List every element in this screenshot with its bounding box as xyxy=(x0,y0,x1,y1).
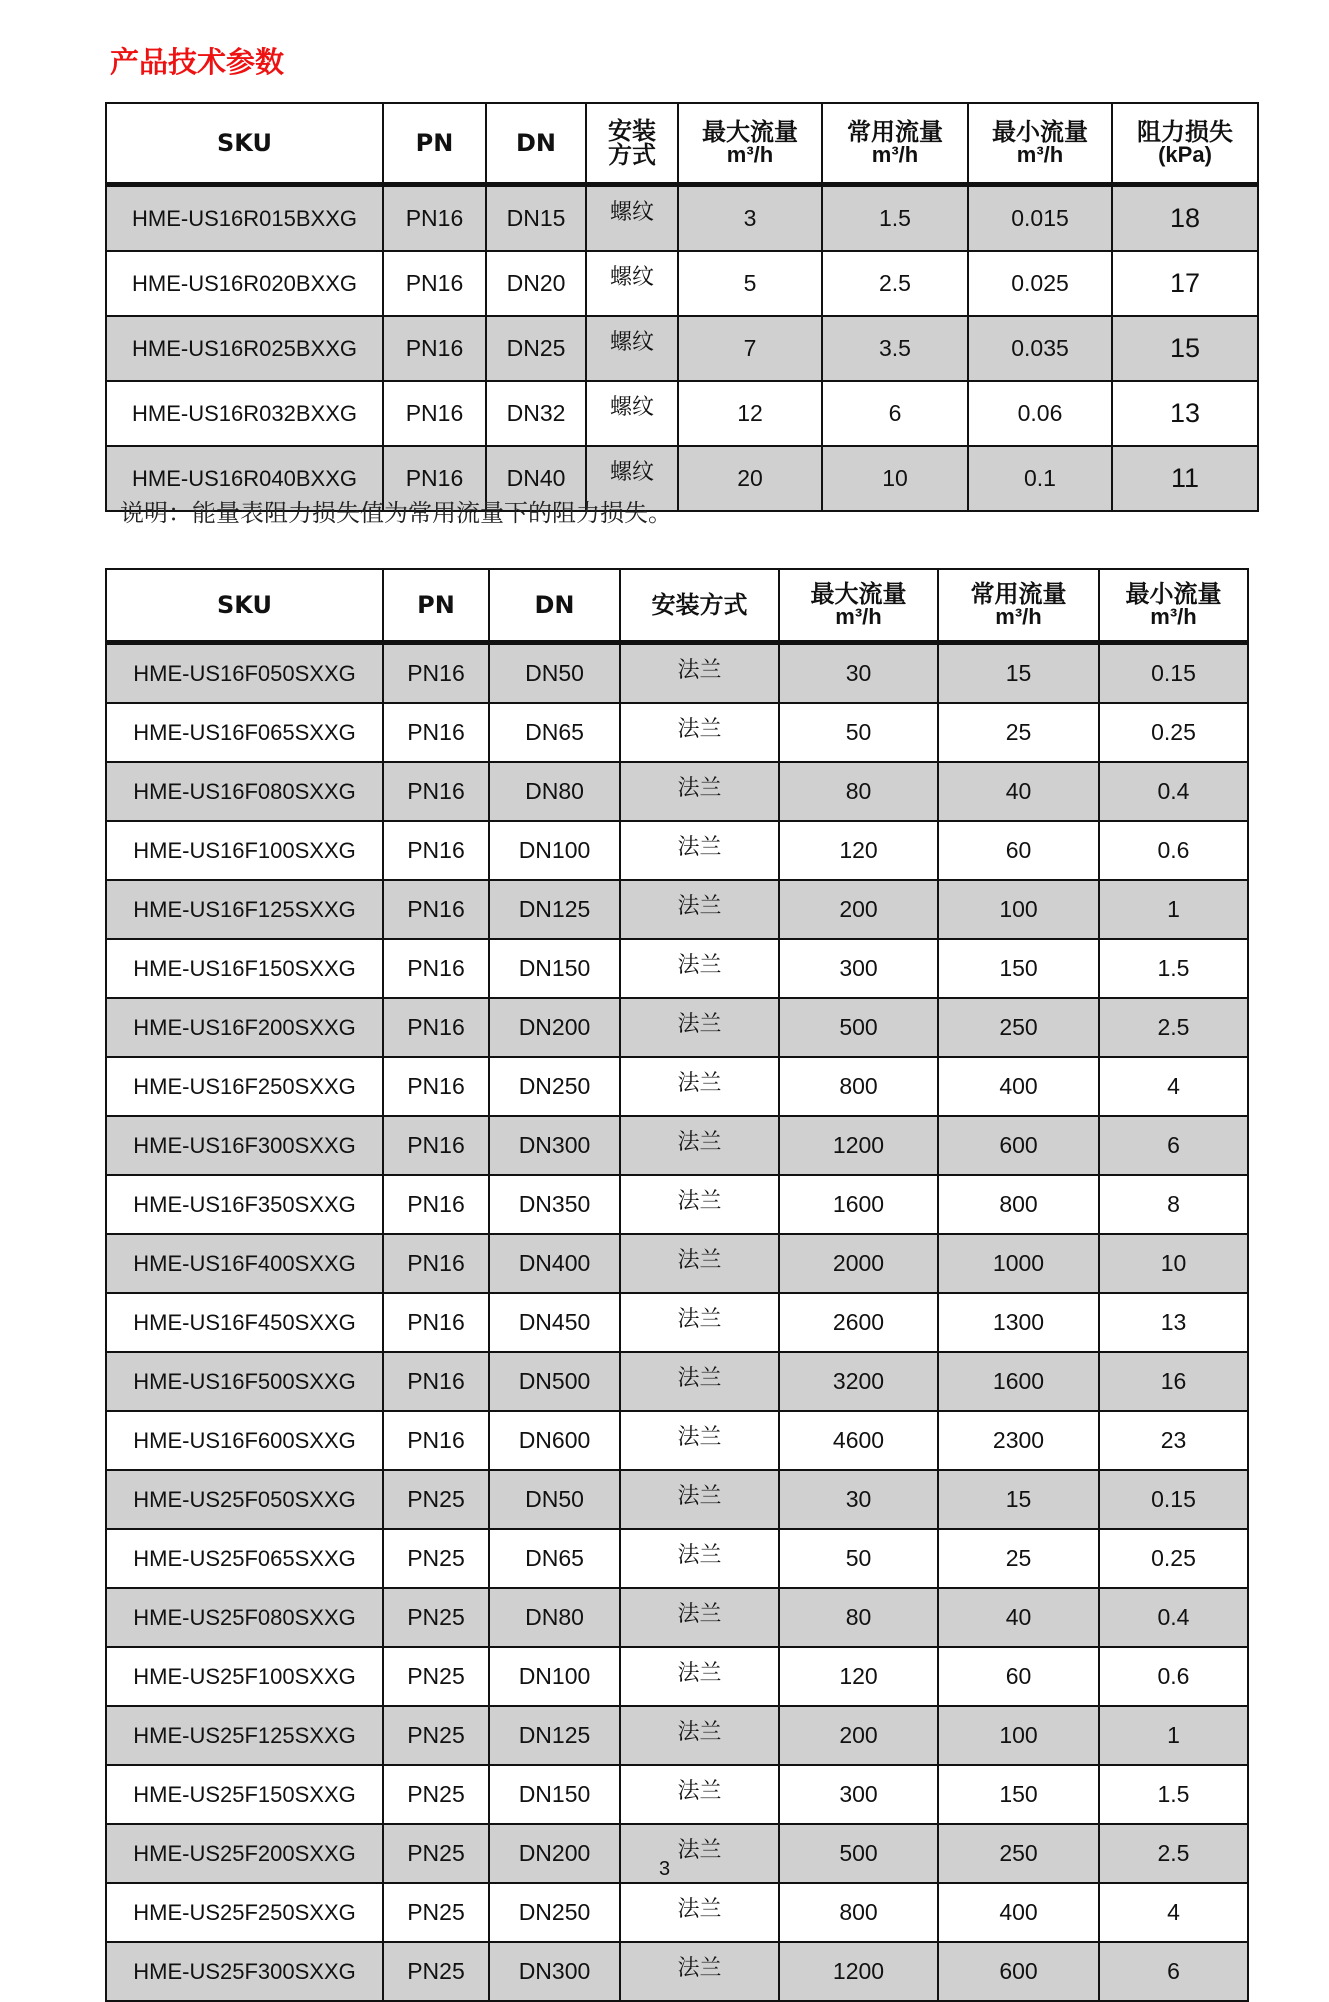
cell-common: 1300 xyxy=(938,1293,1099,1352)
header-min-flow-unit: m³/h xyxy=(1150,604,1197,629)
cell-min: 2.5 xyxy=(1099,1824,1248,1883)
cell-max: 800 xyxy=(779,1883,938,1942)
flanged-spec-table xyxy=(105,568,1249,2002)
cell-sku: HME-US16F600SXXG xyxy=(106,1411,383,1470)
cell-pn: PN25 xyxy=(383,1824,489,1883)
cell-max: 30 xyxy=(779,1470,938,1529)
cell-install: 法兰 xyxy=(620,762,779,821)
cell-sku: HME-US25F250SXXG xyxy=(106,1883,383,1942)
table-row xyxy=(106,316,1258,381)
cell-dn: DN150 xyxy=(489,939,620,998)
cell-pn: PN16 xyxy=(383,703,489,762)
cell-pn: PN16 xyxy=(383,1293,489,1352)
header-common-flow xyxy=(938,569,1099,643)
table-row xyxy=(106,1765,1248,1824)
cell-pn: PN16 xyxy=(383,1352,489,1411)
cell-min: 6 xyxy=(1099,1116,1248,1175)
cell-common: 150 xyxy=(938,939,1099,998)
cell-dn: DN600 xyxy=(489,1411,620,1470)
cell-min: 8 xyxy=(1099,1175,1248,1234)
cell-dn: DN250 xyxy=(489,1057,620,1116)
cell-pn: PN16 xyxy=(383,939,489,998)
cell-install: 法兰 xyxy=(620,1706,779,1765)
cell-max: 1600 xyxy=(779,1175,938,1234)
cell-sku: HME-US16F065SXXG xyxy=(106,703,383,762)
header-min-flow-label: 最小流量 xyxy=(1125,580,1222,608)
table-row xyxy=(106,381,1258,446)
cell-pn: PN16 xyxy=(383,1116,489,1175)
table-header-row xyxy=(106,569,1248,643)
cell-min: 16 xyxy=(1099,1352,1248,1411)
cell-install: 法兰 xyxy=(620,998,779,1057)
cell-dn: DN65 xyxy=(489,1529,620,1588)
cell-dn: DN150 xyxy=(489,1765,620,1824)
cell-pn: PN25 xyxy=(383,1529,489,1588)
table-row xyxy=(106,251,1258,316)
cell-common: 600 xyxy=(938,1116,1099,1175)
cell-install: 法兰 xyxy=(620,1057,779,1116)
cell-dn: DN20 xyxy=(486,251,586,316)
table-row xyxy=(106,762,1248,821)
cell-dn: DN125 xyxy=(489,1706,620,1765)
cell-min: 1.5 xyxy=(1099,1765,1248,1824)
table-row xyxy=(106,1411,1248,1470)
cell-max: 120 xyxy=(779,1647,938,1706)
cell-dn: DN100 xyxy=(489,821,620,880)
cell-pn: PN16 xyxy=(383,316,486,381)
cell-max: 500 xyxy=(779,998,938,1057)
cell-max: 200 xyxy=(779,880,938,939)
table-row xyxy=(106,880,1248,939)
cell-max: 300 xyxy=(779,939,938,998)
cell-dn: DN450 xyxy=(489,1293,620,1352)
table-row xyxy=(106,1057,1248,1116)
cell-pn: PN16 xyxy=(383,185,486,252)
cell-pn: PN25 xyxy=(383,1765,489,1824)
cell-max: 2600 xyxy=(779,1293,938,1352)
cell-sku: HME-US16F350SXXG xyxy=(106,1175,383,1234)
cell-min: 1 xyxy=(1099,880,1248,939)
page-number: 3 xyxy=(658,1858,671,1880)
cell-sku: HME-US16F050SXXG xyxy=(106,643,383,704)
cell-max: 300 xyxy=(779,1765,938,1824)
cell-dn: DN65 xyxy=(489,703,620,762)
cell-min: 0.06 xyxy=(968,381,1112,446)
header-sku: SKU xyxy=(106,569,383,643)
cell-install: 法兰 xyxy=(620,1293,779,1352)
cell-common: 1.5 xyxy=(822,185,968,252)
cell-sku: HME-US16R015BXXG xyxy=(106,185,383,252)
cell-common: 250 xyxy=(938,998,1099,1057)
cell-install: 螺纹 xyxy=(586,316,678,381)
cell-pn: PN16 xyxy=(383,446,486,511)
cell-install: 法兰 xyxy=(620,1234,779,1293)
cell-max: 12 xyxy=(678,381,822,446)
cell-max: 120 xyxy=(779,821,938,880)
cell-install: 螺纹 xyxy=(586,446,678,511)
cell-pn: PN25 xyxy=(383,1706,489,1765)
cell-max: 200 xyxy=(779,1706,938,1765)
cell-min: 0.25 xyxy=(1099,1529,1248,1588)
cell-dn: DN200 xyxy=(489,1824,620,1883)
cell-sku: HME-US25F150SXXG xyxy=(106,1765,383,1824)
cell-common: 600 xyxy=(938,1942,1099,2001)
table-row xyxy=(106,1942,1248,2001)
table-row xyxy=(106,1470,1248,1529)
cell-pn: PN16 xyxy=(383,1175,489,1234)
header-pn: PN xyxy=(383,103,486,185)
cell-install: 法兰 xyxy=(620,880,779,939)
header-dn: DN xyxy=(486,103,586,185)
cell-dn: DN250 xyxy=(489,1883,620,1942)
cell-max: 20 xyxy=(678,446,822,511)
cell-min: 0.015 xyxy=(968,185,1112,252)
cell-max: 7 xyxy=(678,316,822,381)
cell-install: 螺纹 xyxy=(586,381,678,446)
cell-pn: PN16 xyxy=(383,1057,489,1116)
cell-pn: PN16 xyxy=(383,1411,489,1470)
header-sku: SKU xyxy=(106,103,383,185)
cell-pn: PN16 xyxy=(383,643,489,704)
cell-common: 15 xyxy=(938,1470,1099,1529)
cell-min: 0.4 xyxy=(1099,1588,1248,1647)
cell-install: 法兰 xyxy=(620,1529,779,1588)
cell-install: 法兰 xyxy=(620,1470,779,1529)
header-install: 安装方式 xyxy=(620,569,779,643)
cell-install: 法兰 xyxy=(620,1942,779,2001)
header-dn: DN xyxy=(489,569,620,643)
header-min-flow-label: 最小流量 xyxy=(992,118,1088,146)
cell-dn: DN15 xyxy=(486,185,586,252)
table-row xyxy=(106,1647,1248,1706)
header-install-line2: 方式 xyxy=(608,141,656,169)
cell-sku: HME-US16F500SXXG xyxy=(106,1352,383,1411)
cell-sku: HME-US25F200SXXG xyxy=(106,1824,383,1883)
cell-install: 螺纹 xyxy=(586,185,678,252)
cell-loss: 15 xyxy=(1112,316,1258,381)
cell-dn: DN80 xyxy=(489,762,620,821)
cell-sku: HME-US25F100SXXG xyxy=(106,1647,383,1706)
cell-pn: PN25 xyxy=(383,1883,489,1942)
header-pressure-loss-label: 阻力损失 xyxy=(1137,118,1233,146)
header-max-flow xyxy=(779,569,938,643)
cell-common: 800 xyxy=(938,1175,1099,1234)
cell-pn: PN25 xyxy=(383,1470,489,1529)
cell-install: 法兰 xyxy=(620,1647,779,1706)
cell-dn: DN125 xyxy=(489,880,620,939)
cell-max: 2000 xyxy=(779,1234,938,1293)
cell-common: 60 xyxy=(938,821,1099,880)
cell-common: 3.5 xyxy=(822,316,968,381)
table-row xyxy=(106,185,1258,252)
cell-loss: 11 xyxy=(1112,446,1258,511)
header-pressure-loss-unit: (kPa) xyxy=(1158,142,1212,167)
cell-dn: DN400 xyxy=(489,1234,620,1293)
cell-pn: PN16 xyxy=(383,762,489,821)
cell-min: 10 xyxy=(1099,1234,1248,1293)
cell-min: 6 xyxy=(1099,1942,1248,2001)
table-row xyxy=(106,998,1248,1057)
cell-sku: HME-US16F200SXXG xyxy=(106,998,383,1057)
cell-sku: HME-US16F150SXXG xyxy=(106,939,383,998)
header-min-flow xyxy=(1099,569,1248,643)
cell-pn: PN16 xyxy=(383,821,489,880)
cell-install: 法兰 xyxy=(620,1175,779,1234)
cell-dn: DN40 xyxy=(486,446,586,511)
cell-common: 15 xyxy=(938,643,1099,704)
cell-install: 法兰 xyxy=(620,821,779,880)
header-max-flow-label: 最大流量 xyxy=(702,118,798,146)
cell-common: 2300 xyxy=(938,1411,1099,1470)
cell-sku: HME-US16F400SXXG xyxy=(106,1234,383,1293)
cell-dn: DN80 xyxy=(489,1588,620,1647)
cell-dn: DN25 xyxy=(486,316,586,381)
cell-sku: HME-US25F065SXXG xyxy=(106,1529,383,1588)
cell-min: 0.15 xyxy=(1099,643,1248,704)
cell-pn: PN25 xyxy=(383,1588,489,1647)
cell-dn: DN300 xyxy=(489,1116,620,1175)
note-text: 说明：能量表阻力损失值为常用流量下的阻力损失。 xyxy=(120,499,672,527)
cell-install: 法兰 xyxy=(620,1588,779,1647)
cell-max: 4600 xyxy=(779,1411,938,1470)
cell-sku: HME-US25F050SXXG xyxy=(106,1470,383,1529)
table-row xyxy=(106,1175,1248,1234)
cell-pn: PN16 xyxy=(383,880,489,939)
cell-max: 5 xyxy=(678,251,822,316)
cell-min: 0.6 xyxy=(1099,1647,1248,1706)
cell-install: 法兰 xyxy=(620,643,779,704)
cell-install: 法兰 xyxy=(620,939,779,998)
cell-min: 1 xyxy=(1099,1706,1248,1765)
cell-install: 螺纹 xyxy=(586,251,678,316)
cell-sku: HME-US16R040BXXG xyxy=(106,446,383,511)
header-common-flow xyxy=(822,103,968,185)
cell-common: 1600 xyxy=(938,1352,1099,1411)
cell-min: 0.1 xyxy=(968,446,1112,511)
table-row xyxy=(106,643,1248,704)
cell-max: 3200 xyxy=(779,1352,938,1411)
cell-max: 50 xyxy=(779,1529,938,1588)
cell-min: 4 xyxy=(1099,1057,1248,1116)
cell-min: 0.15 xyxy=(1099,1470,1248,1529)
cell-common: 25 xyxy=(938,703,1099,762)
header-pn: PN xyxy=(383,569,489,643)
table-row xyxy=(106,1883,1248,1942)
cell-common: 60 xyxy=(938,1647,1099,1706)
table-header-row xyxy=(106,103,1258,185)
cell-sku: HME-US25F080SXXG xyxy=(106,1588,383,1647)
cell-sku: HME-US16F450SXXG xyxy=(106,1293,383,1352)
header-min-flow xyxy=(968,103,1112,185)
cell-pn: PN16 xyxy=(383,1234,489,1293)
cell-pn: PN25 xyxy=(383,1942,489,2001)
table-row xyxy=(106,1293,1248,1352)
table-row xyxy=(106,821,1248,880)
cell-common: 100 xyxy=(938,1706,1099,1765)
cell-min: 13 xyxy=(1099,1293,1248,1352)
table-row xyxy=(106,1588,1248,1647)
cell-sku: HME-US25F300SXXG xyxy=(106,1942,383,2001)
cell-common: 400 xyxy=(938,1883,1099,1942)
cell-max: 50 xyxy=(779,703,938,762)
cell-dn: DN50 xyxy=(489,1470,620,1529)
cell-max: 3 xyxy=(678,185,822,252)
cell-min: 0.6 xyxy=(1099,821,1248,880)
cell-common: 100 xyxy=(938,880,1099,939)
cell-sku: HME-US16F250SXXG xyxy=(106,1057,383,1116)
table-row xyxy=(106,1529,1248,1588)
cell-min: 0.25 xyxy=(1099,703,1248,762)
cell-sku: HME-US16R032BXXG xyxy=(106,381,383,446)
header-max-flow-unit: m³/h xyxy=(835,604,882,629)
table-row xyxy=(106,939,1248,998)
cell-common: 400 xyxy=(938,1057,1099,1116)
table-row xyxy=(106,1706,1248,1765)
cell-dn: DN500 xyxy=(489,1352,620,1411)
cell-max: 30 xyxy=(779,643,938,704)
cell-min: 0.035 xyxy=(968,316,1112,381)
cell-install: 法兰 xyxy=(620,1411,779,1470)
header-common-flow-unit: m³/h xyxy=(995,604,1042,629)
header-min-flow-unit: m³/h xyxy=(1016,142,1064,167)
cell-min: 0.4 xyxy=(1099,762,1248,821)
table-row xyxy=(106,703,1248,762)
cell-dn: DN350 xyxy=(489,1175,620,1234)
cell-common: 250 xyxy=(938,1824,1099,1883)
table-row xyxy=(106,1234,1248,1293)
cell-dn: DN50 xyxy=(489,643,620,704)
cell-common: 2.5 xyxy=(822,251,968,316)
cell-common: 1000 xyxy=(938,1234,1099,1293)
cell-max: 80 xyxy=(779,762,938,821)
cell-common: 6 xyxy=(822,381,968,446)
cell-max: 800 xyxy=(779,1057,938,1116)
cell-pn: PN16 xyxy=(383,381,486,446)
cell-max: 80 xyxy=(779,1588,938,1647)
cell-max: 1200 xyxy=(779,1942,938,2001)
cell-dn: DN300 xyxy=(489,1942,620,2001)
cell-install: 法兰 xyxy=(620,1116,779,1175)
section-title: 产品技术参数 xyxy=(110,45,285,79)
header-max-flow-unit: m³/h xyxy=(726,142,774,167)
table-row xyxy=(106,1116,1248,1175)
header-max-flow-label: 最大流量 xyxy=(810,580,907,608)
cell-common: 40 xyxy=(938,762,1099,821)
cell-common: 25 xyxy=(938,1529,1099,1588)
header-install-line1: 安装 xyxy=(608,117,656,145)
cell-max: 500 xyxy=(779,1824,938,1883)
cell-loss: 17 xyxy=(1112,251,1258,316)
cell-sku: HME-US16F125SXXG xyxy=(106,880,383,939)
header-common-flow-label: 常用流量 xyxy=(970,580,1067,608)
cell-pn: PN16 xyxy=(383,251,486,316)
cell-dn: DN32 xyxy=(486,381,586,446)
cell-min: 0.025 xyxy=(968,251,1112,316)
cell-sku: HME-US25F125SXXG xyxy=(106,1706,383,1765)
cell-common: 10 xyxy=(822,446,968,511)
cell-min: 4 xyxy=(1099,1883,1248,1942)
cell-common: 40 xyxy=(938,1588,1099,1647)
header-common-flow-label: 常用流量 xyxy=(847,118,943,146)
cell-pn: PN16 xyxy=(383,998,489,1057)
cell-install: 法兰 xyxy=(620,1883,779,1942)
table-row xyxy=(106,1352,1248,1411)
cell-min: 23 xyxy=(1099,1411,1248,1470)
header-install xyxy=(586,103,678,185)
cell-min: 1.5 xyxy=(1099,939,1248,998)
cell-common: 150 xyxy=(938,1765,1099,1824)
cell-loss: 18 xyxy=(1112,185,1258,252)
cell-min: 2.5 xyxy=(1099,998,1248,1057)
cell-dn: DN100 xyxy=(489,1647,620,1706)
cell-sku: HME-US16R020BXXG xyxy=(106,251,383,316)
cell-install: 法兰 xyxy=(620,1765,779,1824)
cell-sku: HME-US16F300SXXG xyxy=(106,1116,383,1175)
cell-install: 法兰 xyxy=(620,703,779,762)
cell-max: 1200 xyxy=(779,1116,938,1175)
threaded-spec-table xyxy=(105,102,1259,512)
cell-pn: PN25 xyxy=(383,1647,489,1706)
header-max-flow xyxy=(678,103,822,185)
cell-dn: DN200 xyxy=(489,998,620,1057)
cell-install: 法兰 xyxy=(620,1352,779,1411)
cell-sku: HME-US16F080SXXG xyxy=(106,762,383,821)
header-common-flow-unit: m³/h xyxy=(871,142,919,167)
cell-sku: HME-US16F100SXXG xyxy=(106,821,383,880)
cell-loss: 13 xyxy=(1112,381,1258,446)
cell-install: 法兰 xyxy=(620,1824,779,1883)
cell-sku: HME-US16R025BXXG xyxy=(106,316,383,381)
header-pressure-loss xyxy=(1112,103,1258,185)
